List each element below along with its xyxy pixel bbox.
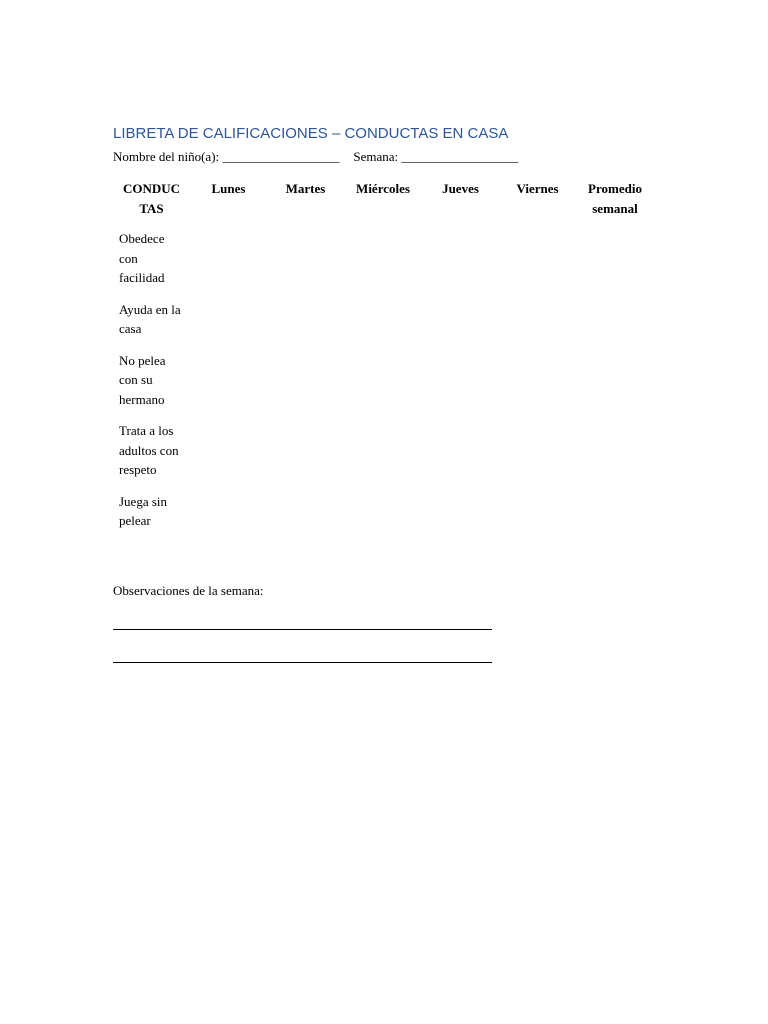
grade-cell bbox=[499, 484, 576, 535]
table-header-row bbox=[113, 176, 654, 221]
table-row bbox=[113, 221, 654, 292]
header-lunes: Lunes bbox=[211, 181, 246, 196]
grade-cell bbox=[344, 343, 422, 414]
grade-cell bbox=[344, 292, 422, 343]
header-viernes: Viernes bbox=[516, 181, 559, 196]
observations-line-1 bbox=[113, 629, 492, 630]
header-martes: Martes bbox=[285, 181, 326, 196]
grade-cell bbox=[190, 292, 267, 343]
child-name-field: Nombre del niño(a): __________________ bbox=[113, 149, 340, 164]
week-field: Semana: __________________ bbox=[353, 149, 519, 164]
behavior-label: Trata a los adultos con respeto bbox=[119, 423, 179, 477]
grade-cell bbox=[499, 343, 576, 414]
student-info-line bbox=[113, 149, 518, 165]
behavior-label: Ayuda en la casa bbox=[119, 301, 181, 336]
grade-cell bbox=[190, 484, 267, 535]
grade-cell bbox=[422, 413, 499, 484]
behavior-grades-table bbox=[113, 176, 654, 535]
observations-label: Observaciones de la semana: bbox=[113, 583, 264, 598]
grade-cell bbox=[190, 343, 267, 414]
behavior-label: No pelea con su hermano bbox=[119, 352, 166, 407]
observations-line-2 bbox=[113, 662, 492, 663]
grade-cell bbox=[499, 413, 576, 484]
grade-cell bbox=[422, 221, 499, 292]
header-promedio-semanal: Promedio semanal bbox=[588, 181, 642, 216]
grade-cell bbox=[344, 413, 422, 484]
grade-cell bbox=[267, 221, 344, 292]
header-conductas: CONDUCTAS bbox=[122, 181, 181, 216]
table-row bbox=[113, 413, 654, 484]
grade-cell bbox=[267, 292, 344, 343]
grade-cell bbox=[344, 221, 422, 292]
grade-cell bbox=[344, 484, 422, 535]
average-cell bbox=[576, 413, 654, 484]
behavior-label: Juega sin pelear bbox=[119, 493, 168, 528]
grade-cell bbox=[422, 484, 499, 535]
document-title: LIBRETA DE CALIFICACIONES – CONDUCTAS EN CASA bbox=[113, 125, 509, 142]
grade-cell bbox=[267, 484, 344, 535]
average-cell bbox=[576, 221, 654, 292]
behavior-label: Obedece con facilidad bbox=[119, 231, 165, 285]
average-cell bbox=[576, 343, 654, 414]
grade-cell bbox=[190, 221, 267, 292]
header-miercoles: Miércoles bbox=[356, 181, 410, 196]
table-row bbox=[113, 343, 654, 414]
grade-cell bbox=[499, 221, 576, 292]
grade-cell bbox=[422, 343, 499, 414]
grade-cell bbox=[267, 413, 344, 484]
header-jueves: Jueves bbox=[442, 181, 479, 196]
grade-cell bbox=[190, 413, 267, 484]
grade-cell bbox=[267, 343, 344, 414]
average-cell bbox=[576, 292, 654, 343]
table-row bbox=[113, 292, 654, 343]
table-row bbox=[113, 484, 654, 535]
average-cell bbox=[576, 484, 654, 535]
grade-cell bbox=[499, 292, 576, 343]
grade-cell bbox=[422, 292, 499, 343]
